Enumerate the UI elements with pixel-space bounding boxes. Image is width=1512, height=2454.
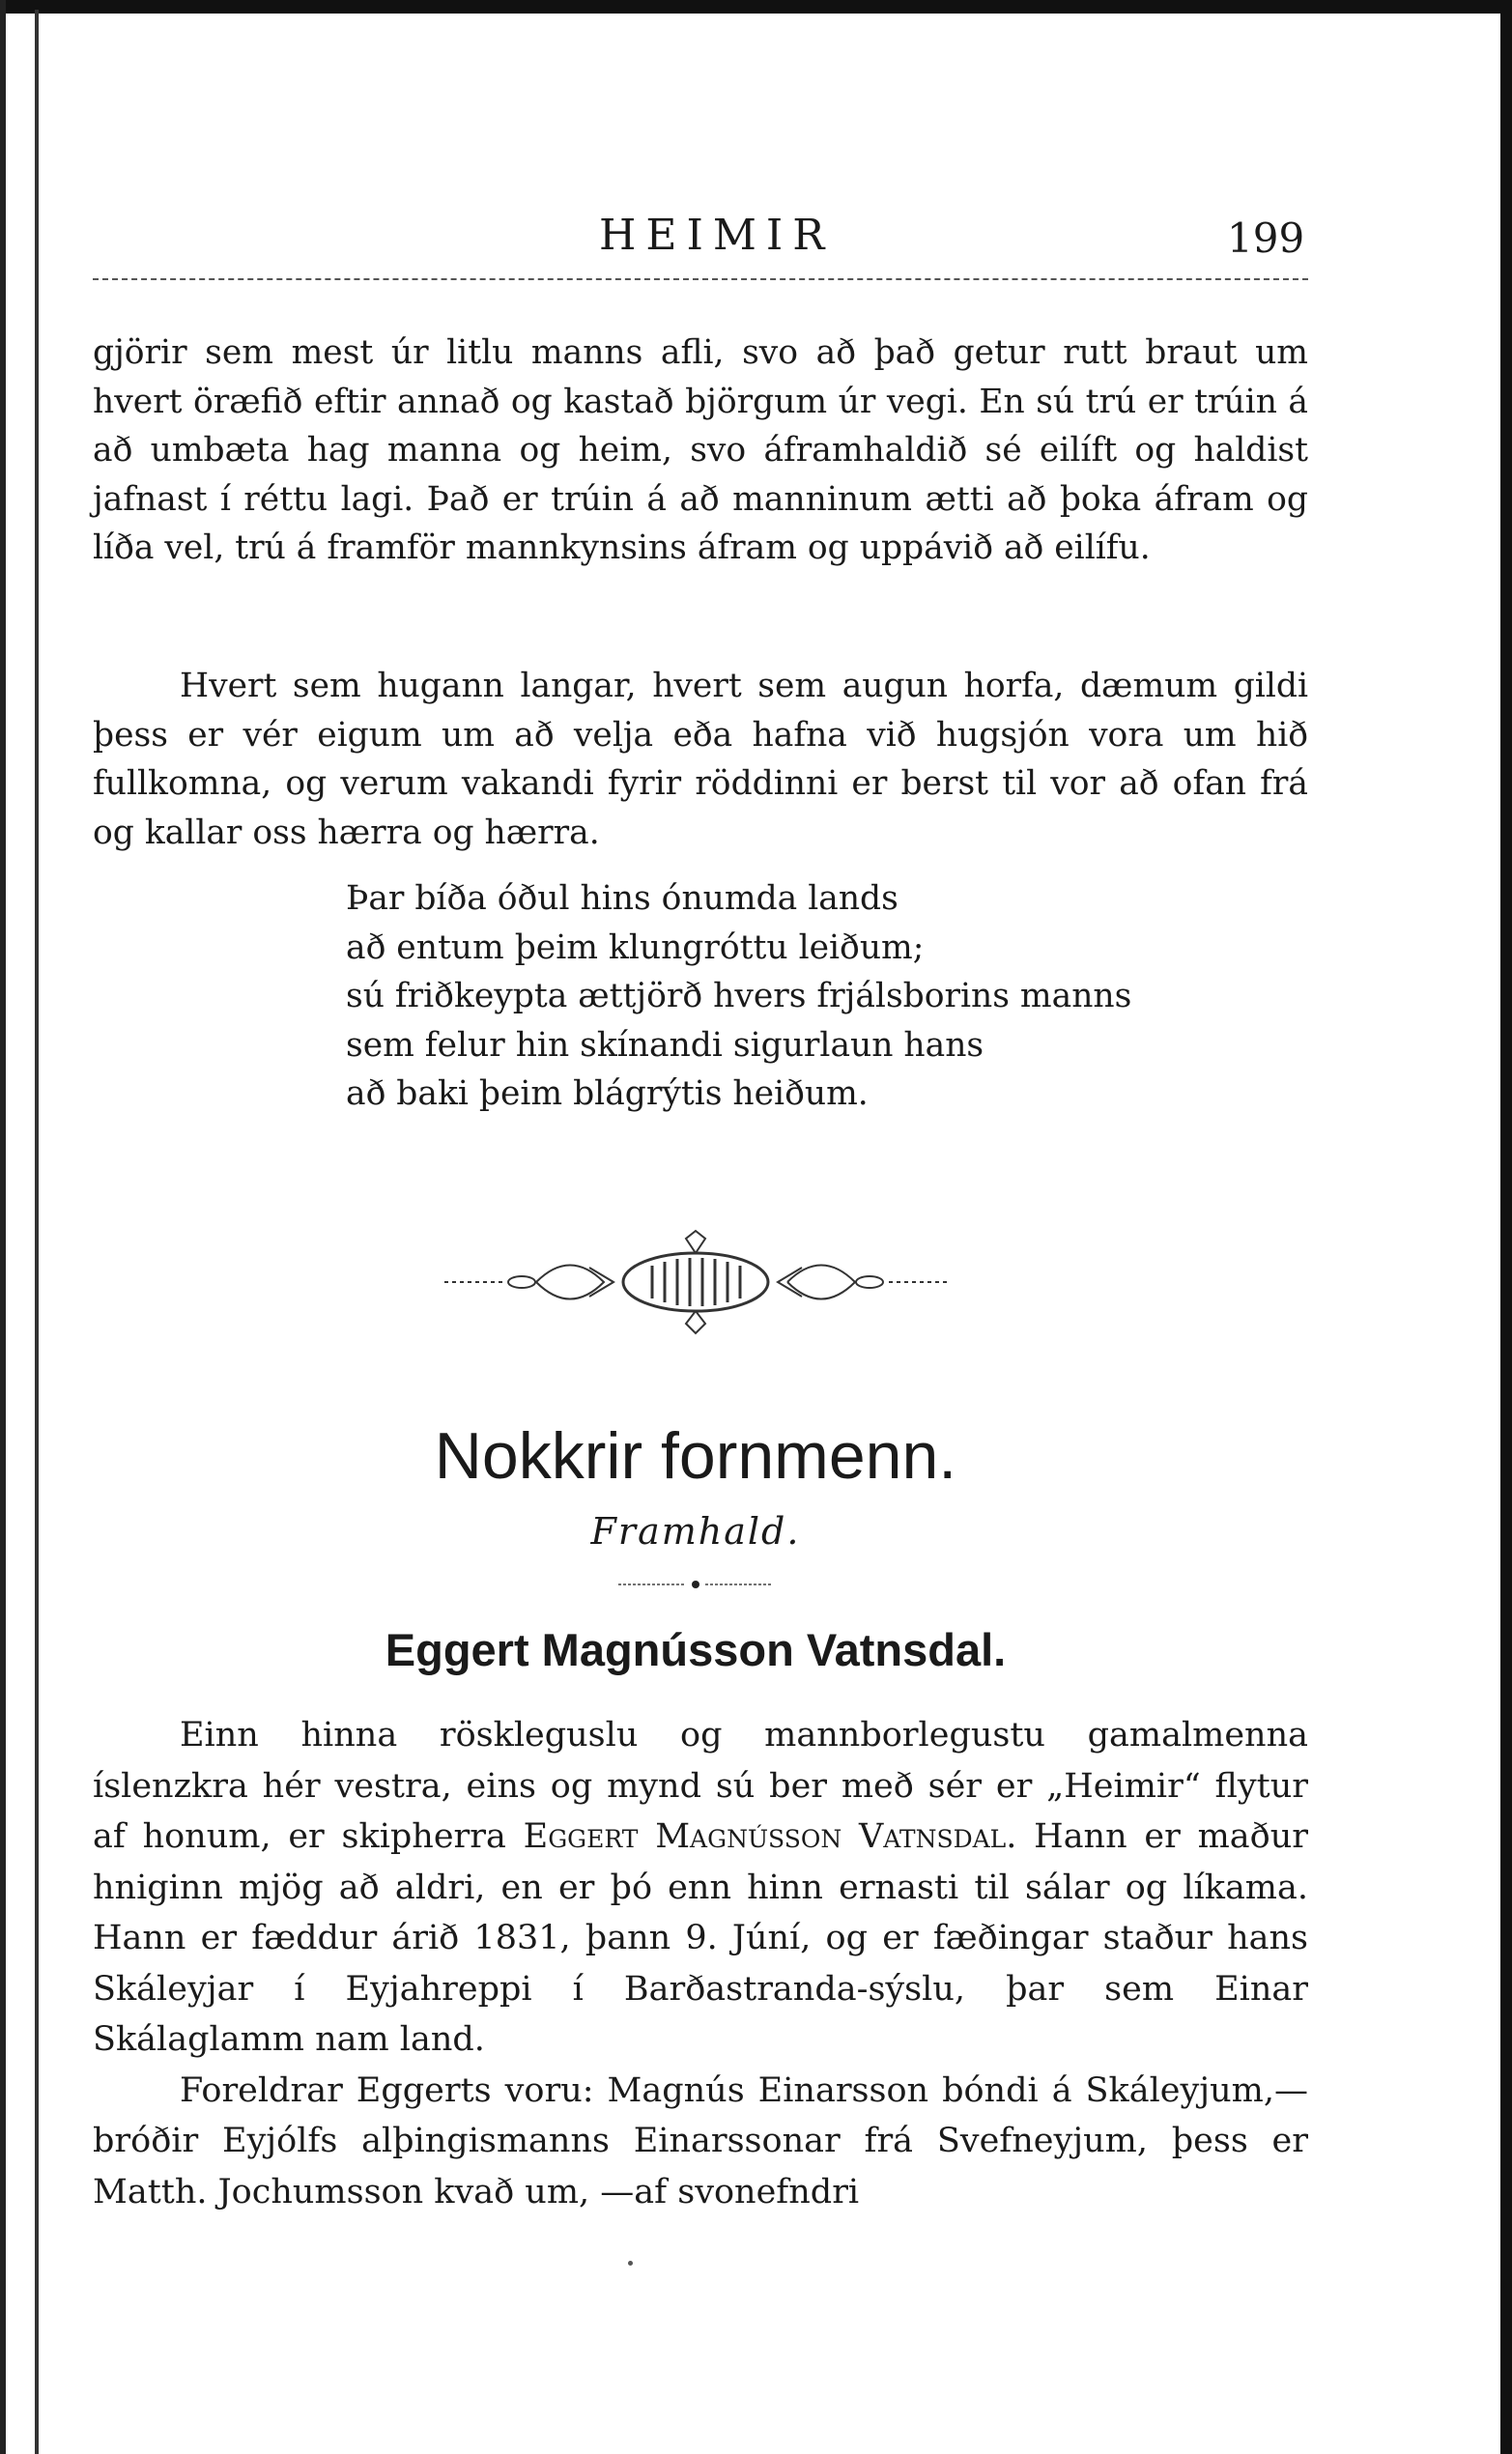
small-divider-ornament bbox=[618, 1575, 773, 1594]
verse-line: að baki þeim blágrýtis heiðum. bbox=[346, 1074, 869, 1113]
running-head: HEIMIR bbox=[599, 211, 835, 260]
header-rule bbox=[93, 278, 1308, 280]
paragraph-1-text: gjörir sem mest úr litlu manns afli, svo að það getur rutt braut um hvert öræfið eftir annað og kastað björgum úr vegi. En sú trú er trúin á að umbæta hag manna og heim, svo áframhaldið sé eilíft og haldist jafnast í réttu lagi. Það er trúin á að manninum ætti að þoka áfram og líða vel, trú á framför mannkynsins áfram og uppávið að eilífu. bbox=[93, 333, 1308, 567]
article-paragraph-2: Foreldrar Eggerts voru: Magnús Einarsson bóndi á Skáleyjum,— bróðir Eyjólfs alþingismanns Einarssonar frá Svefneyjum, þess er Matth. Jochumsson kvað um, —af svonefndri bbox=[93, 2070, 1308, 2211]
verse-line: sú friðkeypta ættjörð hvers frjálsborins manns bbox=[346, 977, 1132, 1015]
subject-name: Eggert Magnússon Vatnsdal bbox=[523, 1817, 1007, 1856]
paragraph-2-text: Hvert sem hugann langar, hvert sem augun horfa, dæmum gildi þess er vér eigum um að velja eða hafna við hugsjón vora um hið fullkomna, og verum vakandi fyrir röddinni er berst til vor að ofan frá og kallar oss hærra og hærra. bbox=[93, 667, 1308, 852]
scan-edge-top bbox=[0, 0, 1512, 14]
article-title: Nokkrir fornmenn. bbox=[434, 1419, 957, 1493]
print-speck bbox=[628, 2261, 633, 2266]
article-paragraph-1-text: Einn hinna röskleguslu og mannborlegustu gamalmenna íslenzkra hér vestra, eins og mynd sú ber með sér er „Heimir“ flytur af honum, er skipherra bbox=[93, 1716, 1308, 1856]
verse-line: sem felur hin skínandi sigurlaun hans bbox=[346, 1025, 984, 1065]
paragraph-2 bbox=[93, 662, 1308, 857]
page-number: 199 bbox=[1227, 214, 1305, 262]
article-subtitle: Framhald. bbox=[590, 1510, 801, 1553]
scan-edge-left-inner bbox=[35, 10, 39, 2454]
article-body bbox=[93, 1710, 1308, 2217]
verse-stanza bbox=[346, 874, 1131, 1119]
decorative-ornament bbox=[444, 1229, 947, 1335]
paragraph-1 bbox=[93, 328, 1308, 573]
article-paragraph-1 bbox=[93, 1710, 1308, 2066]
scan-edge-left bbox=[0, 0, 6, 2454]
verse-line: Þar bíða óðul hins ónumda lands bbox=[346, 879, 899, 918]
section-heading: Eggert Magnússon Vatnsdal. bbox=[385, 1624, 1007, 1675]
scan-edge-right bbox=[1500, 0, 1512, 2454]
article-paragraph-1-text-cont: . Hann er maður hniginn mjög að aldri, en er þó enn hinn ernasti til sálar og líkama. Hann er fæddur árið 1831, þann 9. Júní, og er fæðingar staður hans Skáleyjar í Eyjahreppi í Barðastranda-sýslu, þar sem Einar Skálaglamm nam land. bbox=[93, 1817, 1308, 2059]
verse-line: að entum þeim klungróttu leiðum; bbox=[346, 927, 925, 967]
